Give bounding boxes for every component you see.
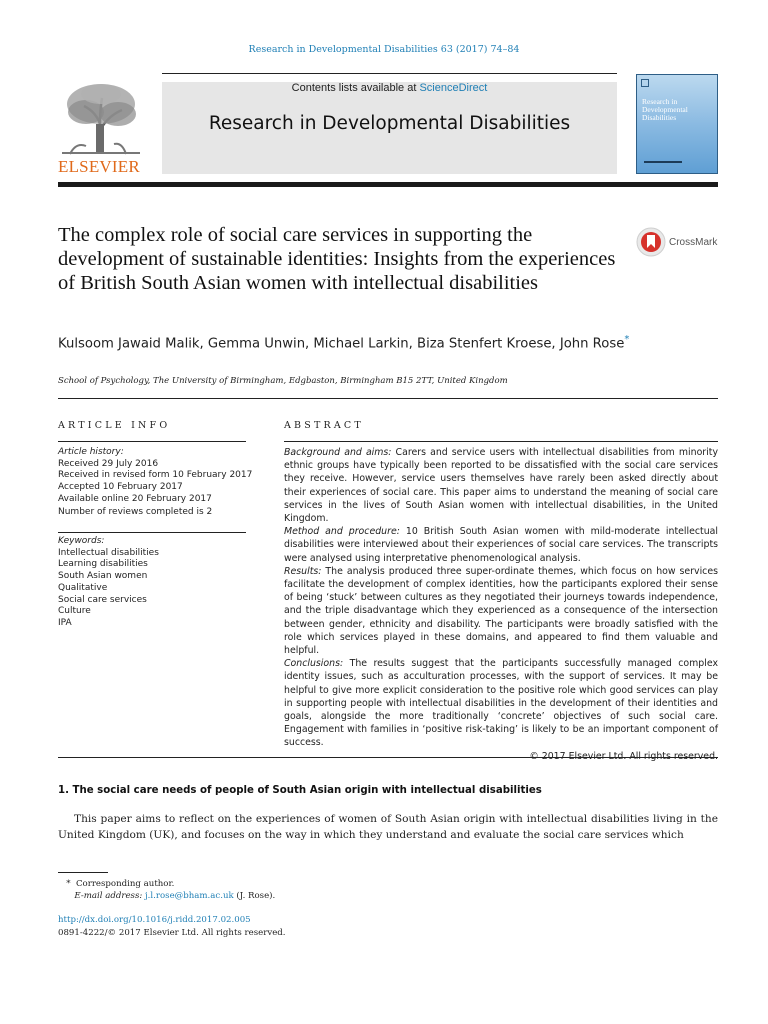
history-item: Received 29 July 2016 xyxy=(58,458,159,469)
abstract-conclusions-label: Conclusions: xyxy=(284,658,344,670)
abstract-method-text: 10 British South Asian women with mild-moderate intellectual disabilities were interviewed about their experiences of social care services. The transcripts were analysed using interpretative phenomenological analysis. xyxy=(284,526,718,564)
abstract-conclusions-text: The results suggest that the participants successfully managed complex identity issues, such as acculturation processes, with the support of services. It may be helpful to give more explicit consideration to the positive role which good services can play in supporting people with intellectual disabilities in the development of their identities and goals, alongside the more traditionally ‘concrete’ objectives of such social care. Engagement with families in ‘positive risk-taking’ is likely to be an important component of success. xyxy=(284,658,718,749)
abstract-method xyxy=(284,525,718,565)
keyword-item: Learning disabilities xyxy=(58,559,148,570)
divider xyxy=(58,441,246,442)
header-thick-rule xyxy=(58,182,718,187)
keyword-item: Culture xyxy=(58,606,91,617)
history-item: Accepted 10 February 2017 xyxy=(58,482,183,493)
abstract-results-text: The analysis produced three super-ordinate themes, which focus on how services facilitate the development of complex identities, how the participants explored their sense of being ‘stuck’ between cultures as they negotiated their journeys towards independence, and the triple disadvantage which they experienced as a consequence of the intersection between gender, ethnicity and disability. The participants were broadly satisfied with the role which services played in these domains, and appeared to find them valuable and helpful. xyxy=(284,565,718,657)
crossmark-label[interactable]: CrossMark xyxy=(669,237,718,248)
article-history xyxy=(58,447,253,506)
affiliation: School of Psychology, The University of Birmingham, Edgbaston, Birmingham B15 2TT, United Kingdom xyxy=(58,376,508,386)
body-paragraph: This paper aims to reflect on the experiences of women of South Asian origin with intellectual disabilities living in the United Kingdom (UK), and focuses on the way in which they understand and evaluate the social care services which xyxy=(58,813,718,841)
corresponding-author-marker[interactable]: * xyxy=(624,334,630,345)
abstract-background xyxy=(284,446,718,525)
abstract-results xyxy=(284,565,718,657)
keyword-item: IPA xyxy=(58,617,72,628)
journal-citation-link[interactable]: Research in Developmental Disabilities 63 (2017) 74–84 xyxy=(248,44,520,55)
author-names: Kulsoom Jawaid Malik, Gemma Unwin, Michael Larkin, Biza Stenfert Kroese, John Rose xyxy=(58,336,625,352)
abstract-conclusions xyxy=(284,657,718,749)
divider xyxy=(58,398,718,399)
email-suffix: (J. Rose). xyxy=(233,891,276,901)
reviews-count: Number of reviews completed is 2 xyxy=(58,507,213,517)
sciencedirect-link[interactable]: ScienceDirect xyxy=(419,82,488,94)
abstract-background-text: Carers and service users with intellectual disabilities from minority ethnic groups have typically been reported to be dissatisfied with the social care services they receive. However, service users themselves have rarely been asked directly about their experiences of social care. This paper aims to understand the meaning of social care services in the lives of South Asian women with intellectual disabilities, in the United Kingdom. xyxy=(284,447,718,525)
elsevier-logo-text: ELSEVIER xyxy=(58,157,140,176)
issn-copyright: 0891-4222/© 2017 Elsevier Ltd. All rights reserved. xyxy=(58,928,286,938)
journal-title[interactable]: Research in Developmental Disabilities xyxy=(208,113,571,134)
abstract-method-label: Method and procedure: xyxy=(284,526,400,538)
history-label: Article history: xyxy=(58,447,124,457)
divider xyxy=(284,441,718,442)
cover-bar xyxy=(644,161,682,163)
footnote-marker: * xyxy=(66,879,71,889)
cover-title: Research in Developmental Disabilities xyxy=(642,97,688,122)
keyword-item: Social care services xyxy=(58,594,147,605)
section-heading: 1. The social care needs of people of South Asian origin with intellectual disabilities xyxy=(58,785,542,796)
divider xyxy=(58,532,246,533)
doi-link[interactable]: http://dx.doi.org/10.1016/j.ridd.2017.02.005 xyxy=(58,915,251,925)
abstract-heading: ABSTRACT xyxy=(284,420,364,431)
cover-logo-icon xyxy=(641,79,649,87)
email-footnote xyxy=(58,890,275,902)
footnote-corresponding-text: Corresponding author. xyxy=(75,879,175,889)
history-item: Available online 20 February 2017 xyxy=(58,493,212,504)
article-title: The complex role of social care services in supporting the development of sustainable identities: Insights from the experiences of British South Asian women with intellectual disabilities xyxy=(58,224,616,294)
keywords-list xyxy=(58,536,253,630)
header-top-rule xyxy=(162,73,617,74)
keywords-label: Keywords: xyxy=(58,536,105,546)
email-link[interactable]: j.l.rose@bham.ac.uk xyxy=(145,891,234,901)
divider xyxy=(58,757,718,758)
journal-cover-thumbnail[interactable] xyxy=(636,74,718,174)
history-item: Received in revised form 10 February 2017 xyxy=(58,470,253,481)
contents-prefix: Contents lists available at xyxy=(291,82,420,94)
keyword-item: South Asian women xyxy=(58,571,148,582)
abstract-body xyxy=(284,446,718,763)
keyword-item: Intellectual disabilities xyxy=(58,547,159,558)
abstract-background-label: Background and aims: xyxy=(284,447,392,458)
author-list xyxy=(58,330,658,353)
corresponding-author-footnote xyxy=(58,878,174,890)
article-info-heading: ARTICLE INFO xyxy=(58,420,171,431)
footnote-rule xyxy=(58,872,108,873)
email-label: E-mail address: xyxy=(74,891,143,901)
abstract-results-label: Results: xyxy=(284,565,322,577)
contents-available-line xyxy=(162,82,617,94)
keyword-item: Qualitative xyxy=(58,582,108,593)
